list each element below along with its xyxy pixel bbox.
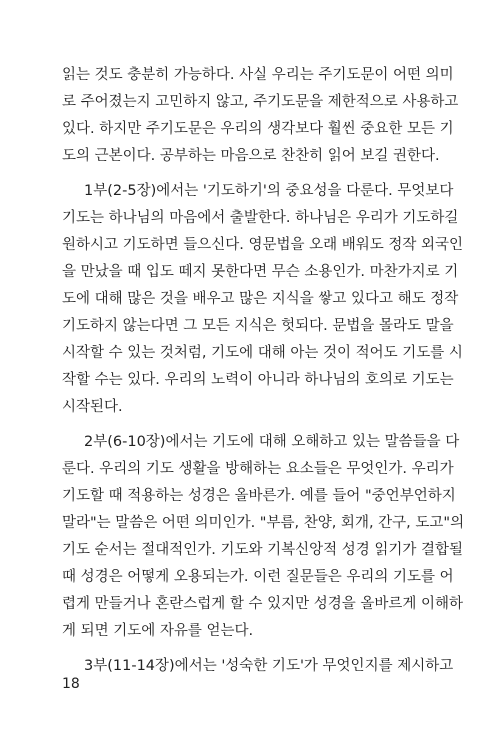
paragraph [62,178,464,421]
body-text [62,62,465,680]
paragraph [62,62,459,170]
text-line: 기도하지 않는다면 그 모든 지식은 헛되다. 문법을 몰라도 말을 [62,318,454,334]
text-line: 도의 근본이다. 공부하는 마음으로 찬찬히 읽어 보길 권한다. [62,148,440,164]
text-line: 시작된다. [62,399,123,415]
text-line: 기도할 때 적용하는 성경은 올바른가. 예를 들어 "중언부언하지 [62,488,456,504]
text-line: 도에 대해 많은 것을 배우고 많은 지식을 쌓고 있다고 해도 정작 [62,291,459,307]
text-line: 로 주어졌는지 고민하지 않고, 주기도문을 제한적으로 사용하고 [62,94,459,110]
text-line: 게 되면 기도에 자유를 얻는다. [62,623,254,639]
text-line: 시작할 수 있는 것처럼, 기도에 대해 아는 것이 적어도 기도를 시 [62,345,463,361]
text-line: 원하시고 기도하면 들으신다. 영문법을 오래 배워도 정작 외국인 [62,237,464,253]
text-line: 작할 수는 있다. 우리의 노력이 아니라 하나님의 호의로 기도는 [62,372,454,388]
text-line: 기도는 하나님의 마음에서 출발한다. 하나님은 우리가 기도하길 [62,210,459,226]
paragraph [62,653,454,680]
page-number: 18 [62,676,80,692]
text-line: 있다. 하지만 주기도문은 우리의 생각보다 훨씬 중요한 모든 기 [62,121,454,137]
text-line: 때 성경은 어떻게 오용되는가. 이런 질문들은 우리의 기도를 어 [62,569,454,585]
text-line: 2부(6-10장)에서는 기도에 대해 오해하고 있는 말씀들을 다 [84,434,460,450]
text-line: 렵게 만들거나 혼란스럽게 할 수 있지만 성경을 올바르게 이해하 [62,596,464,612]
paragraph-spacer [62,170,422,178]
text-line: 읽는 것도 충분히 가능하다. 사실 우리는 주기도문이 어떤 의미 [62,67,454,83]
text-line: 3부(11-14장)에서는 '성숙한 기도'가 무엇인지를 제시하고 [84,658,454,674]
text-line: 기도 순서는 절대적인가. 기도와 기복신앙적 성경 읽기가 결합될 [62,542,464,558]
paragraph-spacer [62,645,422,653]
text-line: 룬다. 우리의 기도 생활을 방해하는 요소들은 무엇인가. 우리가 [62,461,454,477]
text-line: 1부(2-5장)에서는 '기도하기'의 중요성을 다룬다. 무엇보다 [84,183,454,199]
paragraph [62,429,465,645]
paragraph-spacer [62,421,422,429]
text-line: 을 만났을 때 입도 떼지 못한다면 무슨 소용인가. 마찬가지로 기 [62,264,459,280]
text-line: 말라"는 말씀은 어떤 의미인가. "부름, 찬양, 회개, 간구, 도고"의 [62,515,465,531]
